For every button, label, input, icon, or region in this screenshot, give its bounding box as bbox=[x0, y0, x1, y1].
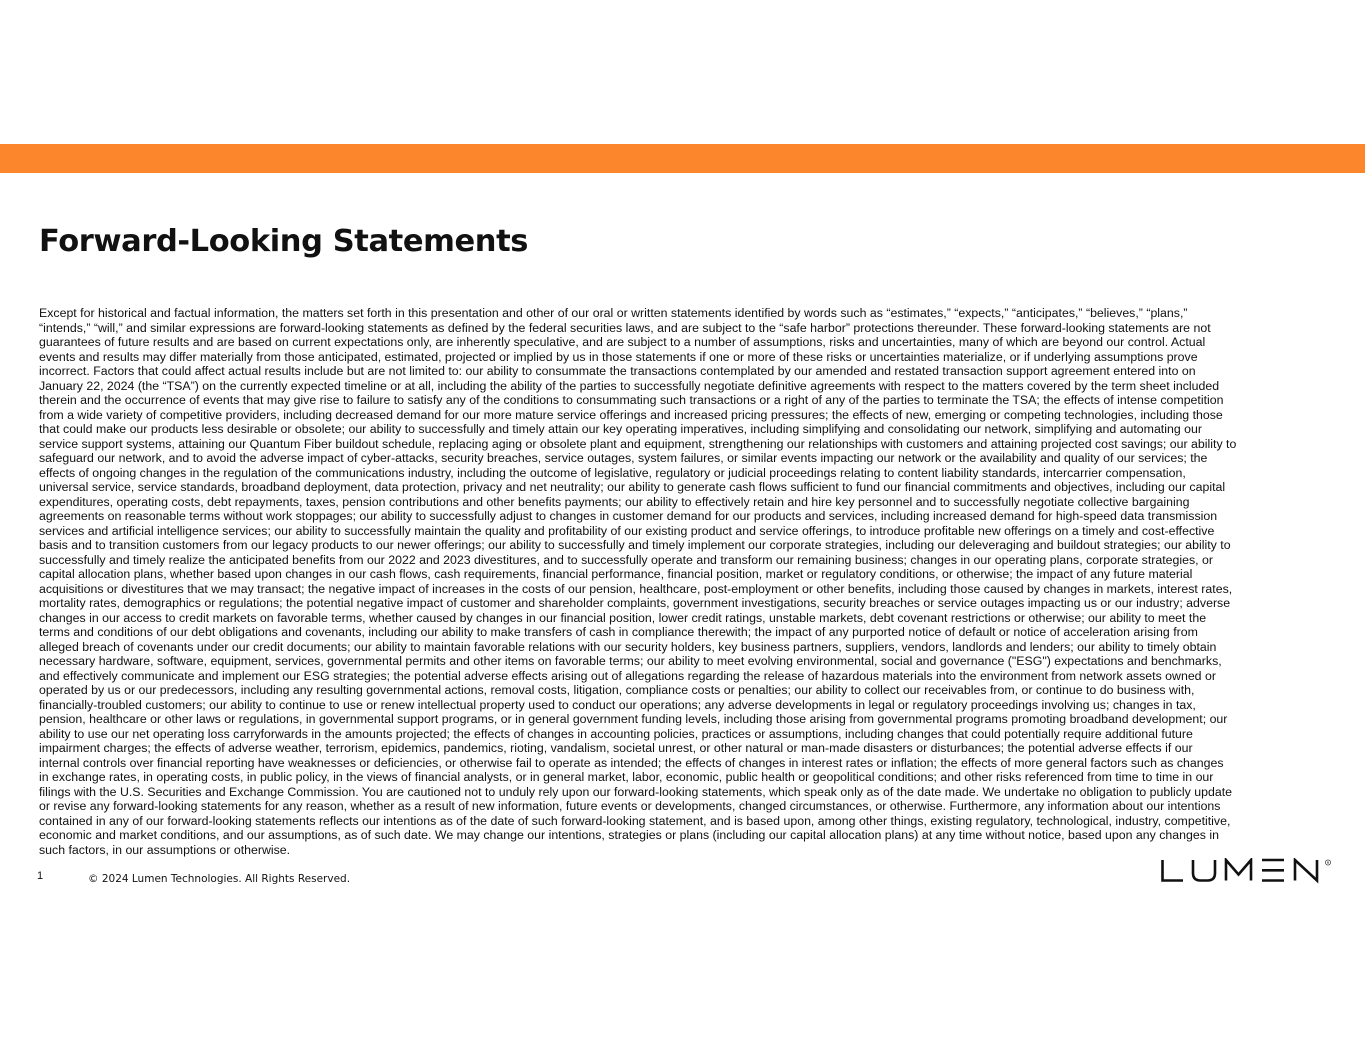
header-accent-bar bbox=[0, 144, 1365, 173]
registered-trademark-icon bbox=[1325, 860, 1330, 865]
lumen-logo bbox=[1160, 858, 1335, 886]
copyright-notice: © 2024 Lumen Technologies. All Rights Reserved. bbox=[88, 873, 351, 885]
forward-looking-statement-text: Except for historical and factual information, the matters set forth in this presentation and other of our oral or written statements identified by words such as “estimates,” “expects,” “anticipates,” “believes,” “plans,” “intends,” “will,” and similar expressions are forward-looking statements as defined by the federal securities laws, and are subject to the “safe harbor” protections thereunder. These forward-looking statements are not guarantees of future results and are based on current expectations only, are inherently speculative, and are subject to a number of assumptions, risks and uncertainties, many of which are beyond our control. Actual events and results may differ materially from those anticipated, estimated, projected or implied by us in those statements if one or more of these risks or uncertainties materialize, or if underlying assumptions prove incorrect. Factors that could affect actual results include but are not limited to: our ability to consummate the transactions contemplated by our amended and restated transaction support agreement entered into on January 22, 2024 (the “TSA”) on the currently expected timeline or at all, including the ability of the parties to successfully negotiate definitive agreements with respect to the matters covered by the term sheet included therein and the occurrence of events that may give rise to failure to satisfy any of the conditions to consummating such transactions or a right of any of the parties to terminate the TSA; the effects of intense competition from a wide variety of competitive providers, including decreased demand for our more mature service offerings and increased pricing pressures; the effects of new, emerging or competing technologies, including those that could make our products less desirable or obsolete; our ability to successfully and timely attain our key operating imperatives, including simplifying and consolidating our network, simplifying and automating our service support systems, attaining our Quantum Fiber buildout schedule, replacing aging or obsolete plant and equipment, strengthening our relationships with customers and attaining projected cost savings; our ability to safeguard our network, and to avoid the adverse impact of cyber-attacks, security breaches, service outages, system failures, or similar events impacting our network or the availability and quality of our services; the effects of ongoing changes in the regulation of the communications industry, including the outcome of legislative, regulatory or judicial proceedings relating to content liability standards, intercarrier compensation, universal service, service standards, broadband deployment, data protection, privacy and net neutrality; our ability to generate cash flows sufficient to fund our financial commitments and objectives, including our capital expenditures, operating costs, debt repayments, taxes, pension contributions and other benefits payments; our ability to effectively retain and hire key personnel and to successfully negotiate collective bargaining agreements on reasonable terms without work stoppages; our ability to successfully adjust to changes in customer demand for our products and services, including increased demand for high-speed data transmission services and artificial intelligence services; our ability to successfully maintain the quality and profitability of our existing product and service offerings, to introduce profitable new offerings on a timely and cost-effective basis and to transition customers from our legacy products to our newer offerings; our ability to successfully and timely implement our corporate strategies, including our deleveraging and buildout strategies; our ability to successfully and timely realize the anticipated benefits from our 2022 and 2023 divestitures, and to successfully operate and transform our remaining business; changes in our operating plans, corporate strategies, or capital allocation plans, whether based upon changes in our cash flows, cash requirements, financial performance, financial position, market or regulatory conditions, or otherwise; the impact of any future material acquisitions or divestitures that we may transact; the negative impact of increases in the costs of our pension, healthcare, post-employment or other benefits, including those caused by changes in markets, interest rates, mortality rates, demographics or regulations; the potential negative impact of customer and shareholder complaints, government investigations, security breaches or service outages impacting us or our industry; adverse changes in our access to credit markets on favorable terms, whether caused by changes in our financial position, lower credit ratings, unstable markets, debt covenant restrictions or otherwise; our ability to meet the terms and conditions of our debt obligations and covenants, including our ability to make transfers of cash in compliance therewith; the impact of any purported notice of default or notice of acceleration arising from alleged breach of covenants under our credit documents; our ability to maintain favorable relations with our security holders, key business partners, suppliers, vendors, landlords and lenders; our ability to timely obtain necessary hardware, software, equipment, services, governmental permits and other items on favorable terms; our ability to meet evolving environmental, social and governance ("ESG") expectations and benchmarks, and effectively communicate and implement our ESG strategies; the potential adverse effects arising out of allegations regarding the release of hazardous materials into the environment from network assets owned or operated by us or our predecessors, including any resulting governmental actions, removal costs, litigation, compliance costs or penalties; our ability to collect our receivables from, or continue to do business with, financially-troubled customers; our ability to continue to use or renew intellectual property used to conduct our operations; any adverse developments in legal or regulatory proceedings involving us; changes in tax, pension, healthcare or other laws or regulations, in governmental support programs, or in general government funding levels, including those arising from governmental programs promoting broadband development; our ability to use our net operating loss carryforwards in the amounts projected; the effects of changes in accounting policies, practices or assumptions, including changes that could potentially require additional future impairment charges; the effects of adverse weather, terrorism, epidemics, pandemics, rioting, vandalism, societal unrest, or other natural or man-made disasters or disturbances; the potential adverse effects if our internal controls over financial reporting have weaknesses or deficiencies, or otherwise fail to operate as intended; the effects of changes in interest rates or inflation; the effects of more general factors such as changes in exchange rates, in operating costs, in public policy, in the views of financial analysts, or in general market, labor, economic, public health or geopolitical conditions; and other risks referenced from time to time in our filings with the U.S. Securities and Exchange Commission. You are cautioned not to unduly rely upon our forward-looking statements, which speak only as of the date made. We undertake no obligation to publicly update or revise any forward-looking statements for any reason, whether as a result of new information, future events or developments, changed circumstances, or otherwise. Furthermore, any information about our intentions contained in any of our forward-looking statements reflects our intentions as of the date of such forward-looking statement, and is based upon, among other things, existing regulatory, technological, industry, competitive, economic and market conditions, and our assumptions, as of such date. We may change our intentions, strategies or plans (including our capital allocation plans) at any time without notice, based upon any changes in such factors, in our assumptions or otherwise. bbox=[39, 306, 1237, 857]
svg-text:R: R bbox=[1326, 860, 1330, 865]
slide-title: Forward-Looking Statements bbox=[39, 224, 529, 259]
page-number: 1 bbox=[37, 870, 44, 882]
